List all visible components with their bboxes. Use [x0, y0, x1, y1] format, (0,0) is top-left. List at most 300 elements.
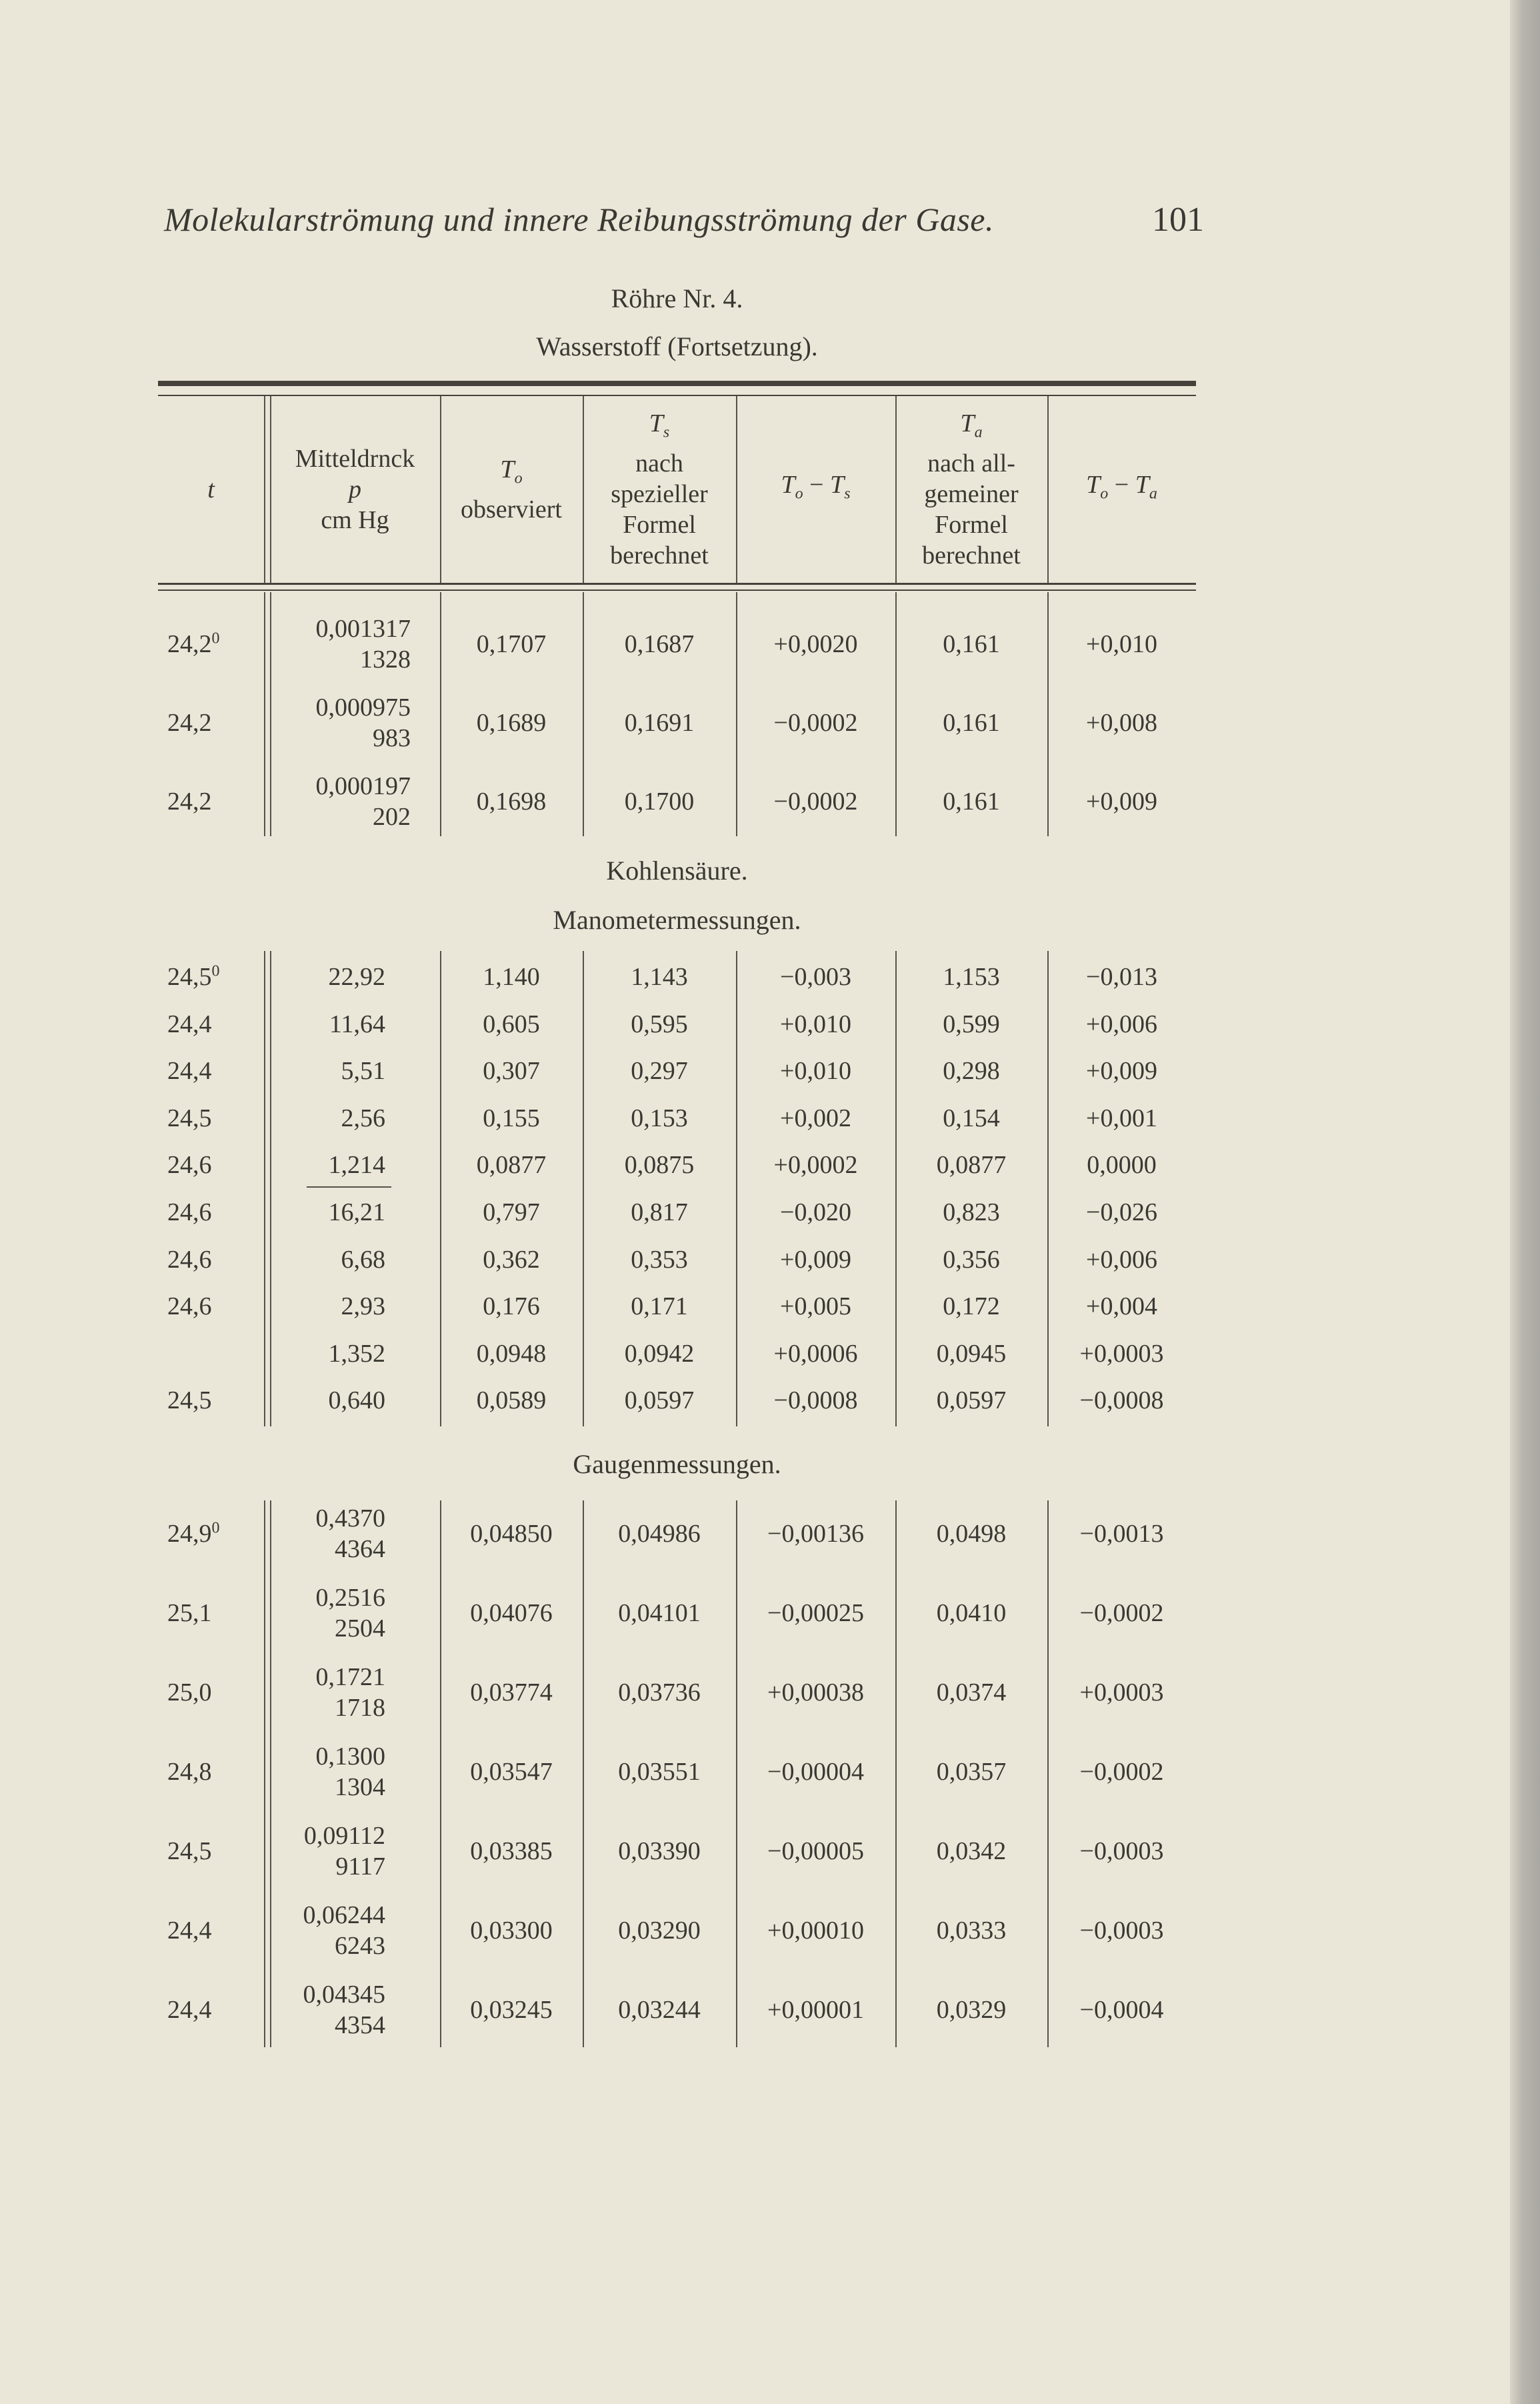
column-divider	[895, 396, 897, 583]
cell-t-general	[895, 1283, 1047, 1330]
header-line: Mitteldrnck	[295, 445, 415, 473]
value: 0,0333	[936, 1917, 1007, 1945]
cell-pressure	[270, 605, 440, 684]
cell-t-observed	[440, 1330, 583, 1378]
value: 0,03774	[470, 1678, 553, 1706]
cell-diff-general	[1047, 1000, 1196, 1048]
value: +0,009	[780, 1245, 851, 1274]
temperature-value	[167, 1197, 212, 1228]
cell-temperature	[158, 1048, 264, 1095]
value: 0,0948	[476, 1339, 547, 1368]
value: −0,00136	[767, 1520, 864, 1548]
header-diff-general	[1047, 396, 1196, 583]
temperature-number: 24,4	[167, 1996, 212, 2024]
value: 0,04076	[470, 1599, 553, 1627]
symbol-b	[1135, 471, 1157, 503]
cell-t-special	[583, 954, 736, 1001]
value: 0,0942	[624, 1339, 695, 1368]
temperature-value	[167, 629, 220, 660]
pressure-line: 4354	[335, 2011, 385, 2039]
cell-t-special	[583, 1574, 736, 1653]
cell-t-observed	[440, 1000, 583, 1048]
cell-pressure	[270, 1574, 440, 1653]
value: +0,004	[1086, 1292, 1157, 1321]
cell-diff-general	[1047, 1142, 1196, 1189]
cell-t-general	[895, 1732, 1047, 1812]
cell-temperature	[158, 1000, 264, 1048]
value: 0,605	[483, 1010, 540, 1038]
cell-diff-general	[1047, 1812, 1196, 1891]
header-diff-special	[736, 396, 895, 583]
value: 0,04101	[618, 1599, 701, 1627]
value: 0,0589	[476, 1386, 547, 1415]
value: +0,00010	[767, 1917, 864, 1945]
pressure-line: 983	[373, 724, 411, 752]
cell-t-general	[895, 1189, 1047, 1236]
cell-temperature	[158, 1283, 264, 1330]
header-symbol	[500, 455, 523, 487]
cell-diff-general	[1047, 1095, 1196, 1142]
value: −0,020	[780, 1198, 851, 1226]
temperature-value	[167, 1385, 212, 1416]
cell-temperature	[158, 684, 264, 762]
header-line: observiert	[461, 495, 562, 523]
header-symbol-letter: T	[500, 455, 515, 484]
column-divider	[270, 396, 271, 583]
cell-temperature	[158, 762, 264, 841]
table-row	[158, 1095, 1196, 1142]
column-divider	[583, 396, 584, 583]
temperature-number: 24,6	[167, 1151, 212, 1180]
table-row	[158, 1812, 1196, 1891]
symbol-b-letter: T	[1135, 471, 1149, 499]
column-divider	[440, 396, 441, 583]
cell-pressure	[270, 1000, 440, 1048]
symbol-a-letter: T	[1086, 471, 1101, 499]
cell-diff-special	[736, 1891, 895, 1971]
cell-t-observed	[440, 684, 583, 762]
value: 0,0410	[936, 1599, 1007, 1627]
value: −0,0002	[773, 788, 858, 816]
header-symbol	[960, 409, 983, 441]
cell-pressure	[270, 1236, 440, 1283]
temperature-number: 24,2	[167, 630, 212, 658]
cell-temperature	[158, 1189, 264, 1236]
value: 0,297	[631, 1057, 688, 1086]
minus-sign: −	[803, 471, 831, 499]
pressure-line: 0,09112	[303, 1822, 385, 1850]
header-t-general	[895, 396, 1047, 583]
cell-diff-special	[736, 605, 895, 684]
temperature-value	[167, 1677, 212, 1708]
pressure-line: 0,001317	[315, 615, 411, 643]
header-symbol-line	[649, 408, 669, 448]
temperature-number: 24,4	[167, 1010, 212, 1038]
value: 0,03736	[618, 1678, 701, 1706]
cell-temperature	[158, 1095, 264, 1142]
value: 0,1689	[476, 709, 547, 737]
cell-t-special	[583, 762, 736, 841]
cell-t-observed	[440, 1048, 583, 1095]
value: 0,03300	[470, 1917, 553, 1945]
temperature-value	[167, 1756, 212, 1787]
cell-pressure	[270, 762, 440, 841]
value: 1,153	[943, 962, 1000, 991]
value: 0,0945	[936, 1339, 1007, 1368]
column-divider	[1047, 396, 1049, 583]
cell-t-special	[583, 1048, 736, 1095]
pressure-line: 16,21	[328, 1198, 385, 1226]
temperature-value	[167, 708, 212, 738]
header-symbol-letter: T	[649, 409, 663, 438]
cell-t-general	[895, 1812, 1047, 1891]
cell-t-general	[895, 1236, 1047, 1283]
temperature-number: 24,6	[167, 1292, 212, 1321]
header-formula	[781, 469, 850, 509]
value: −0,026	[1086, 1198, 1157, 1226]
cell-diff-general	[1047, 1971, 1196, 2050]
value: +0,010	[780, 1010, 851, 1038]
pressure-line: 2504	[335, 1614, 385, 1642]
cell-t-general	[895, 1377, 1047, 1424]
value: 0,176	[483, 1292, 540, 1321]
cell-diff-special	[736, 1236, 895, 1283]
cell-t-observed	[440, 1891, 583, 1971]
value: +0,009	[1086, 788, 1157, 816]
table-row	[158, 1283, 1196, 1330]
cell-diff-general	[1047, 1236, 1196, 1283]
cell-diff-general	[1047, 1494, 1196, 1574]
temperature-number: 24,6	[167, 1245, 212, 1274]
value: +0,010	[1086, 630, 1157, 658]
header-line: nach	[635, 449, 683, 477]
cell-diff-general	[1047, 1377, 1196, 1424]
value: 0,04986	[618, 1520, 701, 1548]
temperature-number: 25,1	[167, 1599, 212, 1627]
table-row	[158, 1142, 1196, 1189]
header-symbol-subscript: o	[514, 469, 523, 487]
value: +0,006	[1086, 1245, 1157, 1274]
cell-pressure	[270, 1891, 440, 1971]
cell-pressure	[270, 684, 440, 762]
symbol-a-subscript: o	[795, 485, 803, 503]
temperature-value	[167, 1836, 212, 1867]
value: 0,0357	[936, 1758, 1007, 1786]
cell-diff-general	[1047, 684, 1196, 762]
cell-pressure	[270, 1142, 440, 1189]
cell-t-general	[895, 1330, 1047, 1378]
table-row	[158, 1971, 1196, 2050]
cell-diff-special	[736, 1377, 895, 1424]
value: −0,0004	[1079, 1996, 1164, 2024]
pressure-line: 1,214	[328, 1151, 385, 1180]
header-symbol-subscript: a	[974, 423, 983, 441]
temperature-value	[167, 1244, 212, 1275]
cell-t-general	[895, 1048, 1047, 1095]
cell-diff-special	[736, 1653, 895, 1732]
cell-t-observed	[440, 1494, 583, 1574]
cell-t-general	[895, 1653, 1047, 1732]
cell-t-general	[895, 1000, 1047, 1048]
cell-t-observed	[440, 1732, 583, 1812]
value: −0,00004	[767, 1758, 864, 1786]
pressure-line: 0,1721	[315, 1663, 385, 1691]
temperature-number: 24,5	[167, 962, 212, 991]
header-line: berechnet	[922, 541, 1021, 569]
cell-temperature	[158, 1812, 264, 1891]
table-row	[158, 605, 1196, 684]
symbol-a-subscript: o	[1100, 485, 1109, 503]
table-row	[158, 1189, 1196, 1236]
cell-pressure	[270, 1732, 440, 1812]
cell-diff-special	[736, 1494, 895, 1574]
section-subheading: Manometermessungen.	[553, 905, 801, 935]
temperature-value	[167, 1056, 212, 1086]
cell-t-special	[583, 1377, 736, 1424]
value: +0,002	[780, 1104, 851, 1132]
cell-pressure	[270, 1095, 440, 1142]
temperature-number: 25,0	[167, 1678, 212, 1706]
value: 0,0342	[936, 1837, 1007, 1865]
value: 0,0329	[936, 1996, 1007, 2024]
cell-t-special	[583, 1189, 736, 1236]
cell-diff-special	[736, 1189, 895, 1236]
cell-diff-special	[736, 1142, 895, 1189]
cell-temperature	[158, 1891, 264, 1971]
cell-temperature	[158, 1377, 264, 1424]
running-title: Molekularströmung und innere Reibungsströmung der Gase.	[164, 201, 994, 238]
value: −0,0008	[773, 1386, 858, 1415]
section-heading: Kohlensäure.	[606, 856, 748, 886]
pressure-line: 1304	[335, 1773, 385, 1801]
cell-temperature	[158, 1971, 264, 2050]
cell-pressure	[270, 954, 440, 1001]
cell-t-special	[583, 684, 736, 762]
cell-diff-special	[736, 1732, 895, 1812]
pressure-line: 5,51	[341, 1057, 385, 1086]
value: 0,0597	[936, 1386, 1007, 1415]
value: −0,0008	[1079, 1386, 1164, 1415]
cell-pressure	[270, 1812, 440, 1891]
value: 0,1707	[476, 630, 547, 658]
cell-pressure	[270, 1189, 440, 1236]
value: 0,154	[943, 1104, 1000, 1132]
cell-pressure	[270, 1971, 440, 2050]
cell-diff-special	[736, 1095, 895, 1142]
value: +0,001	[1086, 1104, 1157, 1132]
cell-t-special	[583, 605, 736, 684]
value: +0,00001	[767, 1996, 864, 2024]
value: 0,0498	[936, 1520, 1007, 1548]
temperature-value	[167, 1518, 220, 1549]
pressure-line: 0,06244	[303, 1901, 385, 1929]
table-subtitle: Wasserstoff (Fortsetzung).	[536, 331, 818, 361]
cell-t-special	[583, 1000, 736, 1048]
cell-diff-special	[736, 1574, 895, 1653]
symbol-b-letter: T	[830, 471, 845, 499]
pressure-line: 9117	[335, 1853, 385, 1881]
pressure-line: 4364	[335, 1535, 385, 1563]
cell-t-special	[583, 1653, 736, 1732]
header-line: gemeiner	[924, 479, 1019, 508]
cell-diff-general	[1047, 1330, 1196, 1378]
cell-t-special	[583, 1330, 736, 1378]
cell-pressure	[270, 1330, 440, 1378]
pressure-line: 0,000975	[315, 694, 411, 722]
cell-diff-special	[736, 1283, 895, 1330]
cell-t-general	[895, 1891, 1047, 1971]
header-line: t	[207, 475, 215, 503]
section-subheading: Gaugenmessungen.	[573, 1449, 781, 1479]
value: +0,009	[1086, 1057, 1157, 1086]
value: 0,03290	[618, 1917, 701, 1945]
cell-t-observed	[440, 1377, 583, 1424]
cell-t-special	[583, 1812, 736, 1891]
cell-pressure	[270, 1048, 440, 1095]
table-row	[158, 1000, 1196, 1048]
page-number: 101	[1152, 201, 1204, 239]
cell-t-general	[895, 1142, 1047, 1189]
degree-mark: 0	[211, 1519, 220, 1537]
pressure-line: 1328	[360, 646, 411, 674]
cell-t-special	[583, 1891, 736, 1971]
value: 0,03244	[618, 1996, 701, 2024]
value: 0,298	[943, 1057, 1000, 1086]
cell-diff-special	[736, 762, 895, 841]
header-symbol-line	[960, 408, 982, 448]
top-thick-rule	[158, 381, 1196, 386]
temperature-number: 24,5	[167, 1104, 212, 1132]
value: −0,0002	[1079, 1758, 1164, 1786]
cell-diff-general	[1047, 1653, 1196, 1732]
pressure-line: 202	[373, 803, 411, 831]
value: 0,1700	[624, 788, 695, 816]
pressure-line: 1,352	[328, 1339, 385, 1368]
page-edge	[1510, 0, 1540, 2404]
table-row	[158, 1574, 1196, 1653]
temperature-number: 24,4	[167, 1057, 212, 1086]
value: 1,140	[483, 962, 540, 991]
cell-diff-general	[1047, 762, 1196, 841]
header-line: p	[349, 475, 361, 503]
cell-diff-special	[736, 684, 895, 762]
temperature-number: 24,4	[167, 1917, 212, 1945]
symbol-b-subscript: s	[844, 485, 851, 503]
pressure-line: 0,04345	[303, 1981, 385, 2009]
cell-temperature	[158, 1732, 264, 1812]
value: 0,0374	[936, 1678, 1007, 1706]
pressure-line: 11,64	[329, 1010, 385, 1038]
value: −0,0013	[1079, 1520, 1164, 1548]
pressure-line: 2,93	[341, 1292, 385, 1321]
header-pressure	[270, 396, 440, 583]
value: +0,0003	[1079, 1678, 1164, 1706]
header-line: spezieller	[611, 479, 708, 508]
value: 0,1687	[624, 630, 695, 658]
degree-mark: 0	[211, 630, 220, 648]
cell-diff-general	[1047, 954, 1196, 1001]
value: 0,823	[943, 1198, 1000, 1226]
cell-diff-general	[1047, 1189, 1196, 1236]
cell-t-observed	[440, 1236, 583, 1283]
cell-t-observed	[440, 1095, 583, 1142]
cell-diff-general	[1047, 605, 1196, 684]
cell-diff-special	[736, 1048, 895, 1095]
cell-diff-special	[736, 1812, 895, 1891]
value: 0,04850	[470, 1520, 553, 1548]
value: −0,0003	[1079, 1837, 1164, 1865]
cell-t-general	[895, 1095, 1047, 1142]
pressure-line: 1718	[335, 1694, 385, 1722]
table-row	[158, 1236, 1196, 1283]
table-row	[158, 1653, 1196, 1732]
header-line: Formel	[623, 510, 696, 539]
cell-diff-general	[1047, 1732, 1196, 1812]
temperature-number: 24,2	[167, 788, 212, 816]
value: +0,0006	[773, 1339, 858, 1368]
value: 0,595	[631, 1010, 688, 1038]
header-symbol-subscript: s	[663, 423, 670, 441]
value: 0,797	[483, 1198, 540, 1226]
header-line: cm Hg	[321, 506, 389, 534]
table-row	[158, 1377, 1196, 1424]
value: 1,143	[631, 962, 688, 991]
header-rule-2	[158, 589, 1196, 591]
pressure-line: 0,000197	[315, 772, 411, 800]
value: 0,0597	[624, 1386, 695, 1415]
cell-t-general	[895, 684, 1047, 762]
value: 0,03551	[618, 1758, 701, 1786]
value: −0,013	[1086, 962, 1157, 991]
temperature-number: 24,5	[167, 1386, 212, 1415]
cell-pressure	[270, 1377, 440, 1424]
value: +0,005	[780, 1292, 851, 1321]
cell-temperature	[158, 1574, 264, 1653]
column-divider	[264, 396, 265, 583]
temperature-value	[167, 786, 212, 817]
value: −0,00025	[767, 1599, 864, 1627]
table-title: Röhre Nr. 4.	[611, 283, 743, 313]
cell-temperature	[158, 1142, 264, 1189]
header-temperature	[158, 396, 264, 583]
cell-t-observed	[440, 954, 583, 1001]
cell-diff-general	[1047, 1891, 1196, 1971]
value: −0,00005	[767, 1837, 864, 1865]
cell-pressure	[270, 1653, 440, 1732]
header-line: nach all-	[927, 449, 1015, 477]
table-row	[158, 1891, 1196, 1971]
temperature-value	[167, 962, 220, 992]
header-formula	[1086, 469, 1157, 509]
temperature-value	[167, 1009, 212, 1040]
cell-diff-special	[736, 1000, 895, 1048]
value: 0,356	[943, 1245, 1000, 1274]
value: 0,0877	[936, 1151, 1007, 1180]
value: +0,0002	[773, 1151, 858, 1180]
value: 0,353	[631, 1245, 688, 1274]
header-symbol	[649, 409, 670, 441]
pressure-line: 0,640	[328, 1386, 385, 1415]
cell-diff-general	[1047, 1283, 1196, 1330]
cell-t-general	[895, 1971, 1047, 2050]
cell-t-observed	[440, 605, 583, 684]
header-t-special	[583, 396, 736, 583]
column-divider	[736, 396, 737, 583]
cell-diff-general	[1047, 1574, 1196, 1653]
minus-sign: −	[1108, 471, 1135, 499]
value: 0,0000	[1087, 1151, 1157, 1180]
value: 0,172	[943, 1292, 1000, 1321]
